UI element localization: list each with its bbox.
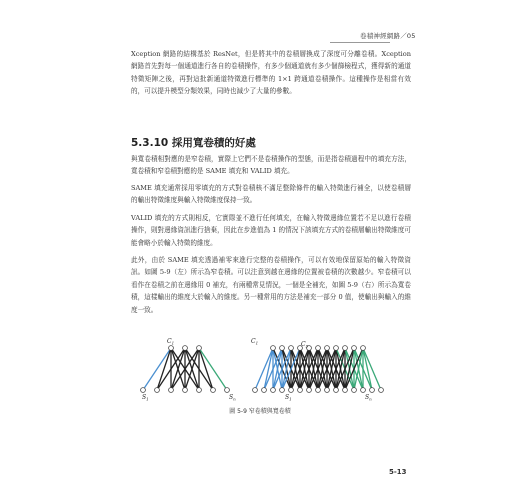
wide-bottom-left-label: $S_1$ (285, 394, 292, 402)
input-node (271, 388, 276, 393)
input-node (343, 388, 348, 393)
output-node (352, 346, 357, 351)
input-node (253, 388, 258, 393)
connection-line (264, 348, 273, 390)
narrow-top-label: $C_1$ (167, 338, 175, 346)
paragraph-valid: VALID 填充的方式則相反，它實際並不進行任何填充，在輸入特徵邊緣位置若不足以進行卷積操作，則對邊緣資訊進行捨棄，因此在步進值為 1 的情況下該填充方式的卷積層輸出特徵維度可能會略小於輸入特徵的維度。 (131, 214, 411, 247)
output-node (183, 346, 188, 351)
header-rule (330, 42, 390, 43)
narrow-bottom-left-label: $S_1$ (142, 394, 149, 402)
input-node (352, 388, 357, 393)
input-node (141, 388, 146, 393)
input-node (379, 388, 384, 393)
input-node (325, 388, 330, 393)
input-node (155, 388, 160, 393)
convolution-diagram (131, 336, 391, 402)
output-node (325, 346, 330, 351)
input-node (211, 388, 216, 393)
input-node (370, 388, 375, 393)
narrow-bottom-right-label: $S_n$ (229, 394, 236, 402)
paragraph-xception: Xception 網路的結構基於 ResNet，但是將其中的卷積層換成了深度可分離卷積。Xception 網路首先對每一個通道進行各自的卷積操作，有多少個通道就有多少個篩檢程式，獲得新的通道特徵矩陣之後，再對這批新通道特徵進行標準的 1×1 跨通道卷積操作。這種操作是相當有效的，可以提升模型分類效果，同時也減少了大量的參數。 (131, 50, 411, 96)
output-node (343, 346, 348, 351)
narrow-convolution-figure (141, 346, 230, 393)
input-node (225, 388, 230, 393)
connection-line (255, 348, 273, 390)
output-node (361, 346, 366, 351)
input-node (307, 388, 312, 393)
connection-line (199, 348, 227, 390)
output-node (280, 346, 285, 351)
wide-top-right-label: $C_5$ (301, 341, 309, 349)
paragraph-narrow-wide: 與寬卷積相對應的是窄卷積，實際上它們不是卷積操作的型態，而是指卷積過程中的填充方法，寬卷積和窄卷積對應的是 SAME 填充和 VALID 填充。 (131, 155, 411, 176)
connection-line (199, 348, 213, 390)
figure-caption: 圖 5-9 窄卷積與寬卷積 (229, 408, 291, 415)
connection-line (157, 348, 171, 390)
input-node (197, 388, 202, 393)
connection-line (363, 348, 372, 390)
output-node (334, 346, 339, 351)
input-node (183, 388, 188, 393)
input-node (262, 388, 267, 393)
wide-top-left-label: $C_1$ (251, 338, 259, 346)
page-number: 5-13 (389, 468, 407, 476)
output-node (197, 346, 202, 351)
wide-bottom-right-label: $S_n$ (365, 394, 372, 402)
input-node (334, 388, 339, 393)
output-node (316, 346, 321, 351)
output-node (289, 346, 294, 351)
input-node (169, 388, 174, 393)
connection-line (363, 348, 381, 390)
connection-line (143, 348, 171, 390)
input-node (280, 388, 285, 393)
paragraph-padding: 此外，由於 SAME 填充透過補零來進行完整的卷積操作，可以有效地保留原始的輸入特徵資訊。如圖 5-9（左）所示為窄卷積。可以注意到越在邊緣的位置被卷積的次數越少。窄卷積可以看作在卷積之前在邊緣用 0 補充，有兩種常見情況，一個是全補充，如圖 5-9（右）所示為寬卷積，這樣輸出的維度大於輸入的維度。另一種常用的方法是補充一部分 0 值，使輸出與輸入的維度一致。 (131, 256, 411, 314)
input-node (289, 388, 294, 393)
wide-convolution-figure (253, 346, 384, 393)
output-node (271, 346, 276, 351)
input-node (361, 388, 366, 393)
paragraph-same: SAME 填充通常採用零填充的方式對卷積核不滿足整除條件的輸入特徵進行補全，以使卷積層的輸出特徵維度與輸入特徵維度保持一致。 (131, 184, 411, 205)
running-header: 卷積神經網路／05 (360, 32, 416, 40)
section-title: 5.3.10 採用寬卷積的好處 (131, 137, 256, 149)
output-node (169, 346, 174, 351)
input-node (298, 388, 303, 393)
input-node (316, 388, 321, 393)
